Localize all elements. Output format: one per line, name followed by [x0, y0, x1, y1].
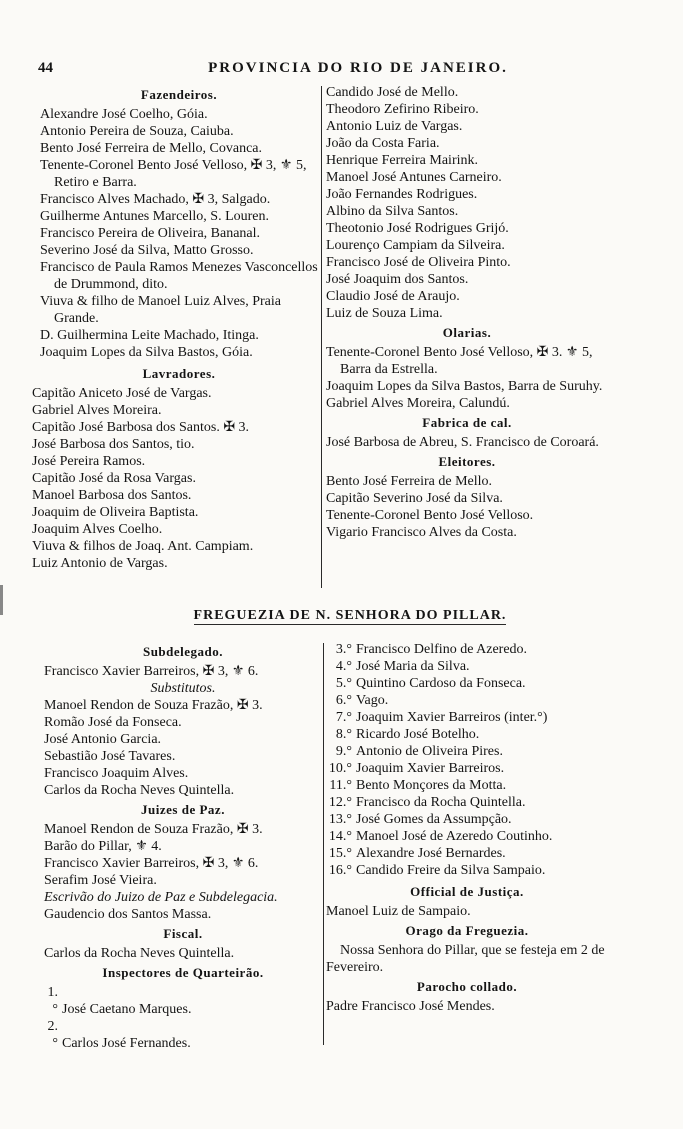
list-item: [326, 641, 608, 658]
list-item: Bento José Ferreira de Mello.: [326, 474, 493, 489]
list-item: José Antonio Garcia.: [44, 732, 162, 747]
list-item: Manoel Rendon de Souza Frazão, ✠ 3.: [44, 822, 263, 837]
juizes-heading: Juizes de Paz.: [141, 802, 225, 817]
list-item: Francisco Pereira de Oliveira, Bananal.: [40, 226, 261, 241]
ordinal: 12.°: [328, 795, 352, 810]
scan-edge-mark: [0, 585, 3, 615]
inspector-name: Joaquim Xavier Barreiros (inter.°): [356, 710, 548, 725]
list-item: Manoel Rendon de Souza Frazão, ✠ 3.: [44, 698, 263, 713]
list-item: [326, 675, 608, 692]
list-item: Carlos da Rocha Neves Quintella.: [44, 783, 235, 798]
list-item: Manoel Barbosa dos Santos.: [32, 488, 192, 503]
ordinal: 13.°: [328, 812, 352, 827]
ordinal: 15.°: [328, 846, 352, 861]
fazendeiros-heading: Fazendeiros.: [140, 87, 218, 102]
list-item: Vigario Francisco Alves da Costa.: [326, 525, 517, 540]
list-item: Theotonio José Rodrigues Grijó.: [326, 221, 509, 236]
list-item: Viuva & filho de Manoel Luiz Alves, Praia Grande.: [40, 294, 281, 326]
substitutos-heading: Substitutos.: [150, 681, 216, 696]
list-item: Joaquim Alves Coelho.: [32, 522, 163, 537]
list-item: [326, 828, 608, 845]
list-item: Tenente-Coronel Bento José Velloso.: [326, 508, 534, 523]
list-item: Candido José de Mello.: [326, 85, 459, 100]
list-item: Francisco Joaquim Alves.: [44, 766, 189, 781]
list-item: Antonio Pereira de Souza, Caiuba.: [40, 124, 234, 139]
ordinal: 4.°: [335, 659, 352, 674]
list-item: Sebastião José Tavares.: [44, 749, 176, 764]
inspector-name: Francisco da Rocha Quintella.: [356, 795, 526, 810]
list-item: [326, 692, 608, 709]
list-item: [44, 984, 322, 1018]
list-item: Guilherme Antunes Marcello, S. Louren.: [40, 209, 270, 224]
list-item: [44, 1018, 322, 1052]
top-left-column: [32, 84, 318, 572]
column-divider-top: [321, 86, 322, 588]
inspector-name: Ricardo José Botelho.: [356, 727, 480, 742]
list-item: Bento José Ferreira de Mello, Covanca.: [40, 141, 262, 156]
list-item: [326, 760, 608, 777]
list-item: Romão José da Fonseca.: [44, 715, 182, 730]
list-item: [326, 726, 608, 743]
list-item: Antonio Luiz de Vargas.: [326, 119, 463, 134]
ordinal: 3.°: [335, 642, 352, 657]
list-item: [326, 845, 608, 862]
list-item: [326, 743, 608, 760]
list-item: Gabriel Alves Moreira, Calundú.: [326, 396, 510, 411]
ordinal: 1.°: [47, 985, 58, 1017]
page-number: 44: [38, 60, 53, 76]
inspector-name: Francisco Delfino de Azeredo.: [356, 642, 528, 657]
list-item: Viuva & filhos de Joaq. Ant. Campiam.: [32, 539, 254, 554]
list-item: Capitão José Barbosa dos Santos. ✠ 3.: [32, 420, 250, 435]
ordinal: 16.°: [328, 863, 352, 878]
list-item: Tenente-Coronel Bento José Velloso, ✠ 3, ⚜ 5, Retiro e Barra.: [40, 158, 307, 190]
lavradores-heading: Lavradores.: [142, 366, 216, 381]
olarias-heading: Olarias.: [442, 325, 492, 340]
list-item: Theodoro Zefirino Ribeiro.: [326, 102, 479, 117]
list-item: [326, 777, 608, 794]
orago-text: Nossa Senhora do Pillar, que se festeja em 2 de Fevereiro.: [326, 943, 605, 975]
official-heading: Official de Justiça.: [410, 884, 524, 899]
list-item: Alexandre José Coelho, Góia.: [40, 107, 208, 122]
ordinal: 5.°: [335, 676, 352, 691]
ordinal: 6.°: [335, 693, 352, 708]
inspector-name: Carlos José Fernandes.: [62, 1036, 191, 1051]
section-title: [40, 608, 660, 624]
list-item: Francisco de Paula Ramos Menezes Vasconcellos de Drummond, dito.: [40, 260, 318, 292]
page-title: PROVINCIA DO RIO DE JANEIRO.: [208, 60, 508, 76]
list-item: José Pereira Ramos.: [32, 454, 146, 469]
bottom-left-column: [44, 641, 322, 1052]
fiscal-heading: Fiscal.: [163, 926, 203, 941]
inspectores-heading: Inspectores de Quarteirão.: [102, 965, 264, 980]
list-item: Francisco Xavier Barreiros, ✠ 3, ⚜ 6.: [44, 856, 259, 871]
inspector-name: Candido Freire da Silva Sampaio.: [356, 863, 546, 878]
list-item: D. Guilhermina Leite Machado, Itinga.: [40, 328, 259, 343]
list-item: Claudio José de Araujo.: [326, 289, 460, 304]
list-item: Padre Francisco José Mendes.: [326, 999, 495, 1014]
list-item: Francisco José de Oliveira Pinto.: [326, 255, 511, 270]
inspector-name: Quintino Cardoso da Fonseca.: [356, 676, 526, 691]
top-right-column: [326, 84, 608, 541]
list-item: Serafim José Vieira.: [44, 873, 157, 888]
list-item: Henrique Ferreira Mairink.: [326, 153, 478, 168]
list-item: Barão do Pillar, ⚜ 4.: [44, 839, 162, 854]
list-item: [326, 794, 608, 811]
eleitores-heading: Eleitores.: [438, 454, 496, 469]
ordinal: 2.°: [47, 1019, 58, 1051]
ordinal: 14.°: [328, 829, 352, 844]
list-item: Gabriel Alves Moreira.: [32, 403, 162, 418]
list-item: João da Costa Faria.: [326, 136, 440, 151]
list-item: Francisco Xavier Barreiros, ✠ 3, ⚜ 6.: [44, 664, 259, 679]
inspector-name: Vago.: [356, 693, 389, 708]
parocho-heading: Parocho collado.: [416, 979, 518, 994]
list-item: Manoel José Antunes Carneiro.: [326, 170, 502, 185]
list-item: Luiz Antonio de Vargas.: [32, 556, 168, 571]
inspector-name: José Gomes da Assumpção.: [356, 812, 512, 827]
fabrica-heading: Fabrica de cal.: [422, 415, 512, 430]
list-item: Capitão José da Rosa Vargas.: [32, 471, 196, 486]
list-item: Francisco Alves Machado, ✠ 3, Salgado.: [40, 192, 271, 207]
list-item: Capitão Aniceto José de Vargas.: [32, 386, 212, 401]
escrivao-heading: Escrivão do Juizo de Paz e Subdelegacia.: [44, 890, 278, 905]
inspector-name: Antonio de Oliveira Pires.: [356, 744, 503, 759]
inspector-name: Manoel José de Azeredo Coutinho.: [356, 829, 553, 844]
bottom-right-column: [326, 641, 608, 1015]
list-item: Manoel Luiz de Sampaio.: [326, 904, 471, 919]
ordinal: 9.°: [335, 744, 352, 759]
inspector-name: Bento Monçores da Motta.: [356, 778, 507, 793]
inspector-name: José Maria da Silva.: [356, 659, 470, 674]
list-item: João Fernandes Rodrigues.: [326, 187, 478, 202]
list-item: José Barbosa dos Santos, tio.: [32, 437, 195, 452]
list-item: Albino da Silva Santos.: [326, 204, 459, 219]
ordinal: 10.°: [328, 761, 352, 776]
ordinal: 7.°: [335, 710, 352, 725]
list-item: Capitão Severino José da Silva.: [326, 491, 503, 506]
list-item: [326, 658, 608, 675]
list-item: Joaquim Lopes da Silva Bastos, Barra de Suruhy.: [326, 379, 603, 394]
list-item: Joaquim de Oliveira Baptista.: [32, 505, 199, 520]
list-item: José Barbosa de Abreu, S. Francisco de Coroará.: [326, 435, 599, 450]
subdelegado-heading: Subdelegado.: [142, 644, 224, 659]
inspector-name: José Caetano Marques.: [62, 1002, 192, 1017]
list-item: Joaquim Lopes da Silva Bastos, Góia.: [40, 345, 253, 360]
inspector-name: Alexandre José Bernardes.: [356, 846, 506, 861]
list-item: Gaudencio dos Santos Massa.: [44, 907, 212, 922]
inspector-name: Joaquim Xavier Barreiros.: [356, 761, 505, 776]
list-item: José Joaquim dos Santos.: [326, 272, 469, 287]
ordinal: 8.°: [335, 727, 352, 742]
list-item: Severino José da Silva, Matto Grosso.: [40, 243, 254, 258]
list-item: [326, 709, 608, 726]
list-item: [326, 862, 608, 879]
list-item: Luiz de Souza Lima.: [326, 306, 443, 321]
list-item: [326, 811, 608, 828]
list-item: Carlos da Rocha Neves Quintella.: [44, 946, 235, 961]
list-item: Lourenço Campiam da Silveira.: [326, 238, 505, 253]
column-divider-bottom: [323, 643, 324, 1045]
ordinal: 11.°: [329, 778, 352, 793]
list-item: Tenente-Coronel Bento José Velloso, ✠ 3. ⚜ 5, Barra da Estrella.: [326, 345, 593, 377]
section-title-text: FREGUEZIA DE N. SENHORA DO PILLAR.: [193, 608, 507, 623]
orago-heading: Orago da Freguezia.: [405, 923, 529, 938]
